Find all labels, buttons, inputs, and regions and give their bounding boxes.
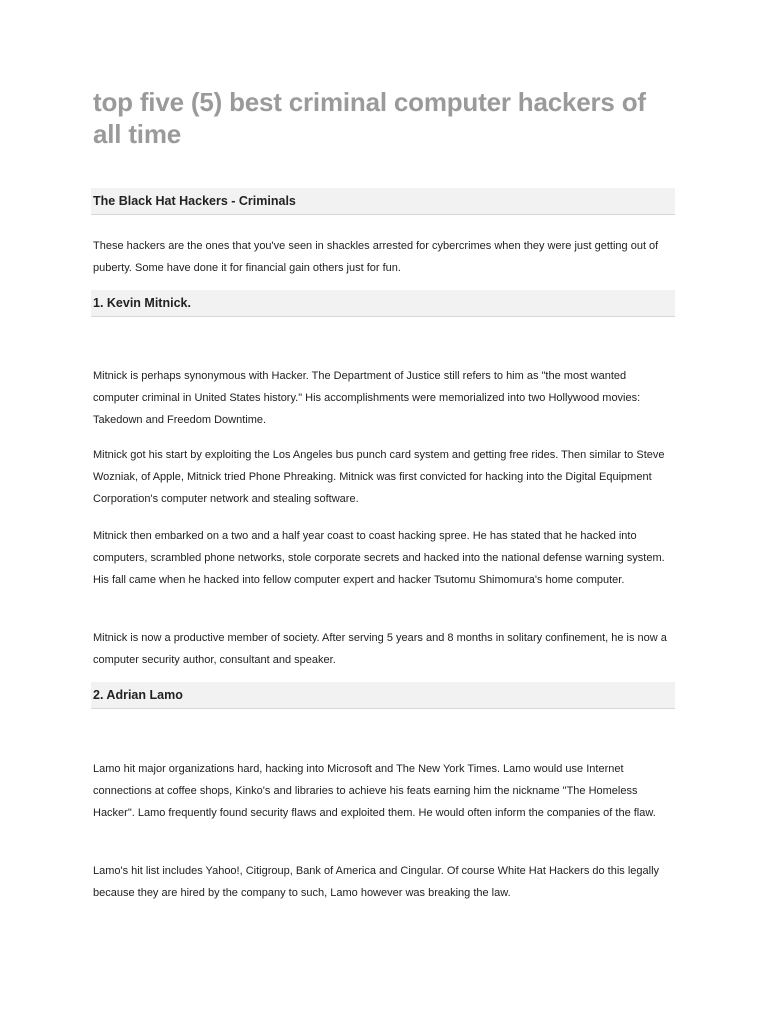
lamo-paragraph-1: Lamo hit major organizations hard, hacking into Microsoft and The New York Times. Lamo would use Internet connections at coffee shops, Kinko's and libraries to achieve his feats earning him the nickname "The Homeless Hacker". Lamo frequently found security flaws and exploited them. He would often inform the companies of the flaw. xyxy=(93,763,656,819)
section-heading-black-hat: The Black Hat Hackers - Criminals xyxy=(91,188,675,215)
mitnick-paragraph-1: Mitnick is perhaps synonymous with Hacker. The Department of Justice still refers to him as "the most wanted computer criminal in United States history." His accomplishments were memorialized into two Hollywood movies: Takedown and Freedom Downtime. xyxy=(93,370,641,426)
mitnick-paragraph-2: Mitnick got his start by exploiting the Los Angeles bus punch card system and getting free rides. Then similar to Steve Wozniak, of Apple, Mitnick tried Phone Phreaking. Mitnick was first convicted for hacking into the Digital Equipment Corporation's computer network and stealing software. xyxy=(93,449,665,505)
lamo-paragraph-2: Lamo's hit list includes Yahoo!, Citigroup, Bank of America and Cingular. Of course White Hat Hackers do this legally because they are hired by the company to such, Lamo however was breaking the law. xyxy=(93,865,660,899)
mitnick-paragraph-3: Mitnick then embarked on a two and a half year coast to coast hacking spree. He has stated that he hacked into computers, scrambled phone networks, stole corporate secrets and hacked into the national defense warning system. His fall came when he hacked into fellow computer expert and hacker Tsutomu Shimomura's home computer. xyxy=(93,530,665,586)
section-heading-lamo: 2. Adrian Lamo xyxy=(91,682,675,709)
intro-paragraph: These hackers are the ones that you've seen in shackles arrested for cybercrimes when they were just getting out of puberty. Some have done it for financial gain others just for fun. xyxy=(93,240,659,274)
page-title: top five (5) best criminal computer hackers of all time xyxy=(93,87,646,149)
section-heading-mitnick: 1. Kevin Mitnick. xyxy=(91,290,675,317)
mitnick-paragraph-4: Mitnick is now a productive member of society. After serving 5 years and 8 months in solitary confinement, he is now a computer security author, consultant and speaker. xyxy=(93,632,667,666)
